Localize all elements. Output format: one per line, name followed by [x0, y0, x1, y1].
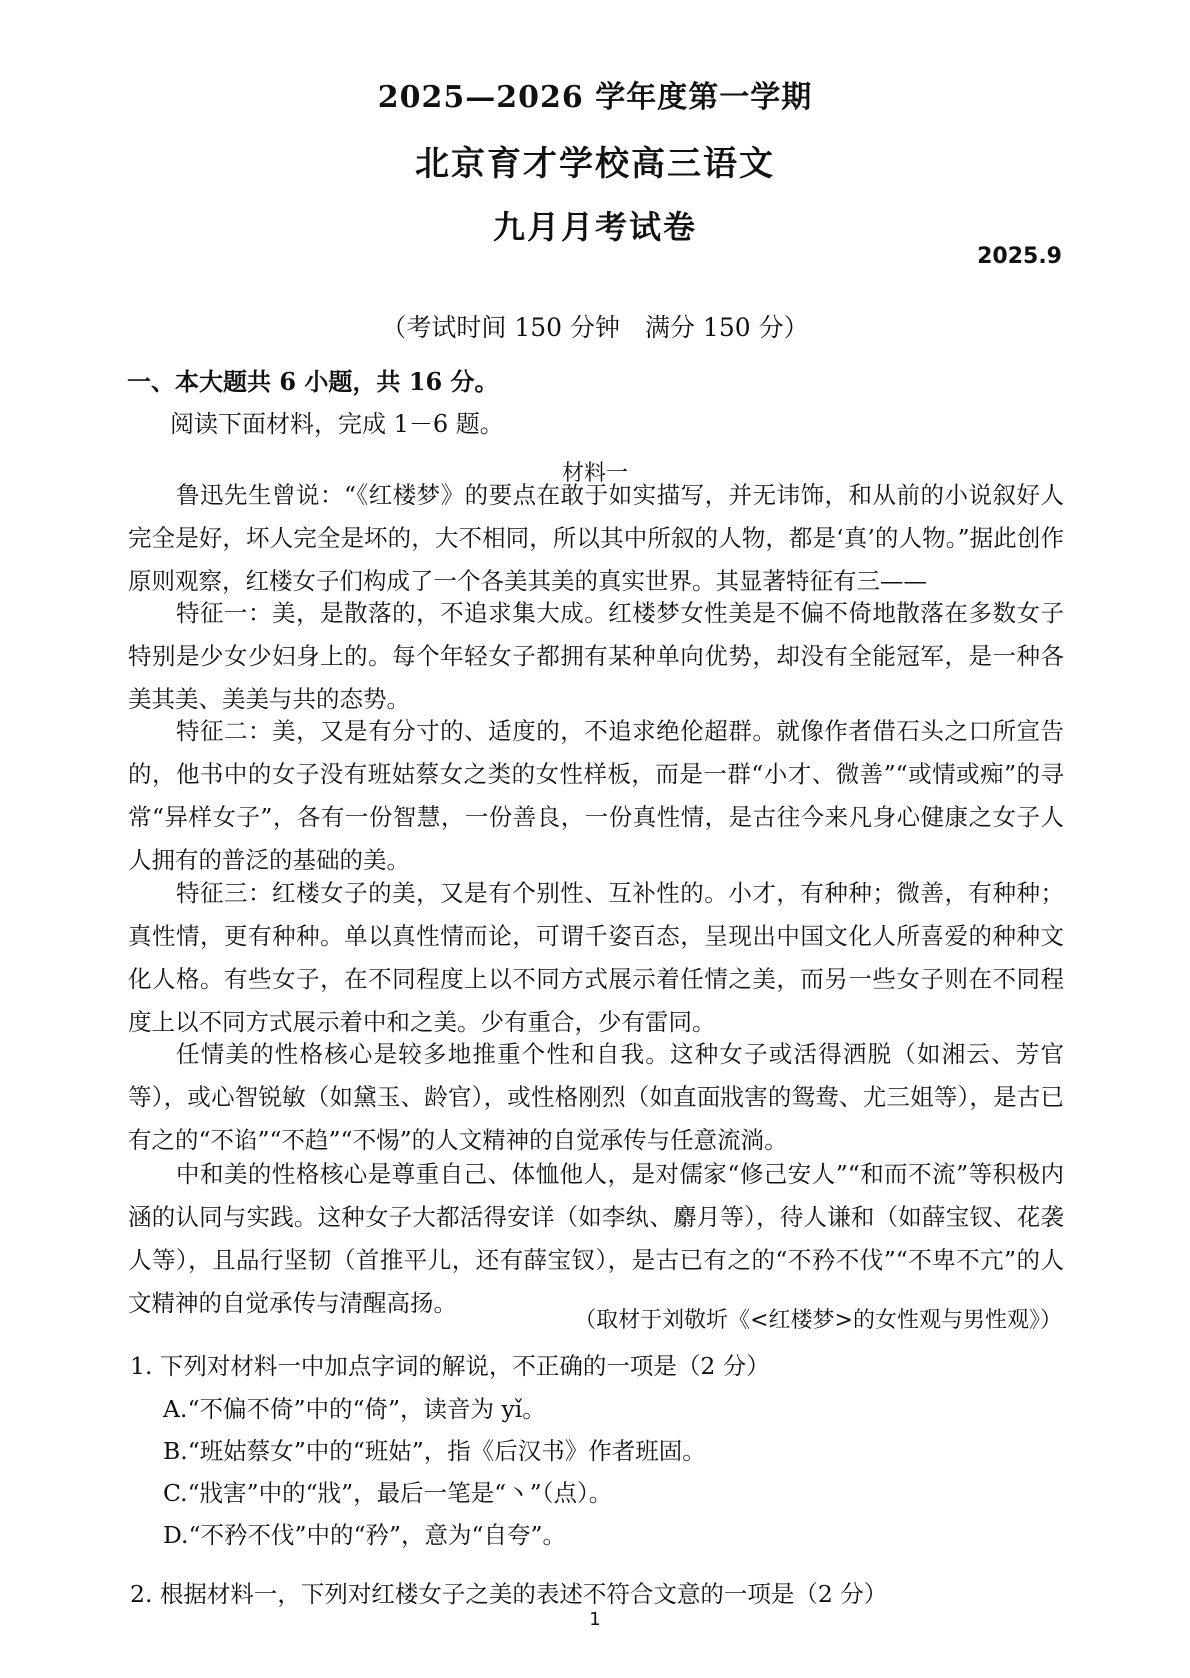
school-subject-title: 北京育才学校高三语文: [415, 144, 775, 184]
material-paragraph: 鲁迅先生曾说：“《红楼梦》的要点在敢于如实描写，并无讳饰，和从前的小说叙好人完全是好，坏人完全是坏的，大不相同，所以其中所叙的人物，都是‘真’的人物。”据此创作原则观察，红楼女子们构成了一个各美其美的真实世界。其显著特征有三——: [128, 481, 1064, 595]
question-1-stem: 1. 下列对材料一中加点字词的解说，不正确的一项是（2 分）: [130, 1352, 770, 1380]
exam-date: 2025.9: [977, 244, 1062, 269]
material-paragraph: 特征二：美，又是有分寸的、适度的，不追求绝伦超群。就像作者借石头之口所宣告的，他书中的女子没有班姑蔡女之类的女性样板，而是一群“小才、微善”“或情或痴”的寻常“异样女子”，各有一份智慧，一份善良，一份真性情，是古往今来凡身心健康之女子人人拥有的普泛的基础的美。: [128, 717, 1064, 874]
question-1-option-d: D.“不矜不伐”中的“矜”，意为“自夸”。: [163, 1521, 567, 1549]
material-source: （取材于刘敬圻《<红楼梦>的女性观与男性观》）: [574, 1308, 1062, 1333]
section-heading: 一、本大题共 6 小题，共 16 分。: [127, 367, 499, 396]
reading-instruction: 阅读下面材料，完成 1－6 题。: [170, 410, 504, 438]
question-2-stem: 2. 根据材料一，下列对红楼女子之美的表述不符合文意的一项是（2 分）: [130, 1580, 888, 1608]
question-1-option-b: B.“班姑蔡女”中的“班姑”，指《后汉书》作者班固。: [163, 1437, 706, 1465]
year-term-title: 2025—2026 学年度第一学期: [377, 80, 813, 115]
page-number: 1: [589, 1609, 601, 1630]
exam-time-score: （考试时间 150 分钟 满分 150 分）: [381, 313, 809, 342]
exam-name-title: 九月月考试卷: [492, 208, 697, 246]
material-paragraph: 中和美的性格核心是尊重自己、体恤他人，是对儒家“修己安人”“和而不流”等积极内涵的认同与实践。这种女子大都活得安详（如李纨、麝月等），待人谦和（如薛宝钗、花袭人等），且品行坚韧（首推平儿，还有薛宝钗），是古已有之的“不矜不伐”“不卑不亢”的人文精神的自觉承传与清醒高扬。: [128, 1160, 1064, 1317]
material-paragraph: 特征一：美，是散落的，不追求集大成。红楼梦女性美是不偏不倚地散落在多数女子特别是少女少妇身上的。每个年轻女子都拥有某种单向优势，却没有全能冠军，是一种各美其美、美美与共的态势。: [128, 599, 1064, 713]
material-paragraph: 任情美的性格核心是较多地推重个性和自我。这种女子或活得洒脱（如湘云、芳官等），或心智锐敏（如黛玉、龄官），或性格刚烈（如直面戕害的鸳鸯、尤三姐等），是古已有之的“不谄”“不趋”“不惕”的人文精神的自觉承传与任意流淌。: [128, 1040, 1064, 1154]
material-title: 材料一: [561, 461, 628, 486]
question-1-option-a: A.“不偏不倚”中的“倚”，读音为 yǐ。: [163, 1395, 546, 1423]
material-paragraph: 特征三：红楼女子的美，又是有个别性、互补性的。小才，有种种；微善，有种种；真性情，更有种种。单以真性情而论，可谓千姿百态，呈现出中国文化人所喜爱的种种文化人格。有些女子，在不同程度上以不同方式展示着任情之美，而另一些女子则在不同程度上以不同方式展示着中和之美。少有重合，少有雷同。: [128, 879, 1064, 1036]
question-1-option-c: C.“戕害”中的“戕”，最后一笔是“丶”（点）。: [163, 1479, 613, 1507]
